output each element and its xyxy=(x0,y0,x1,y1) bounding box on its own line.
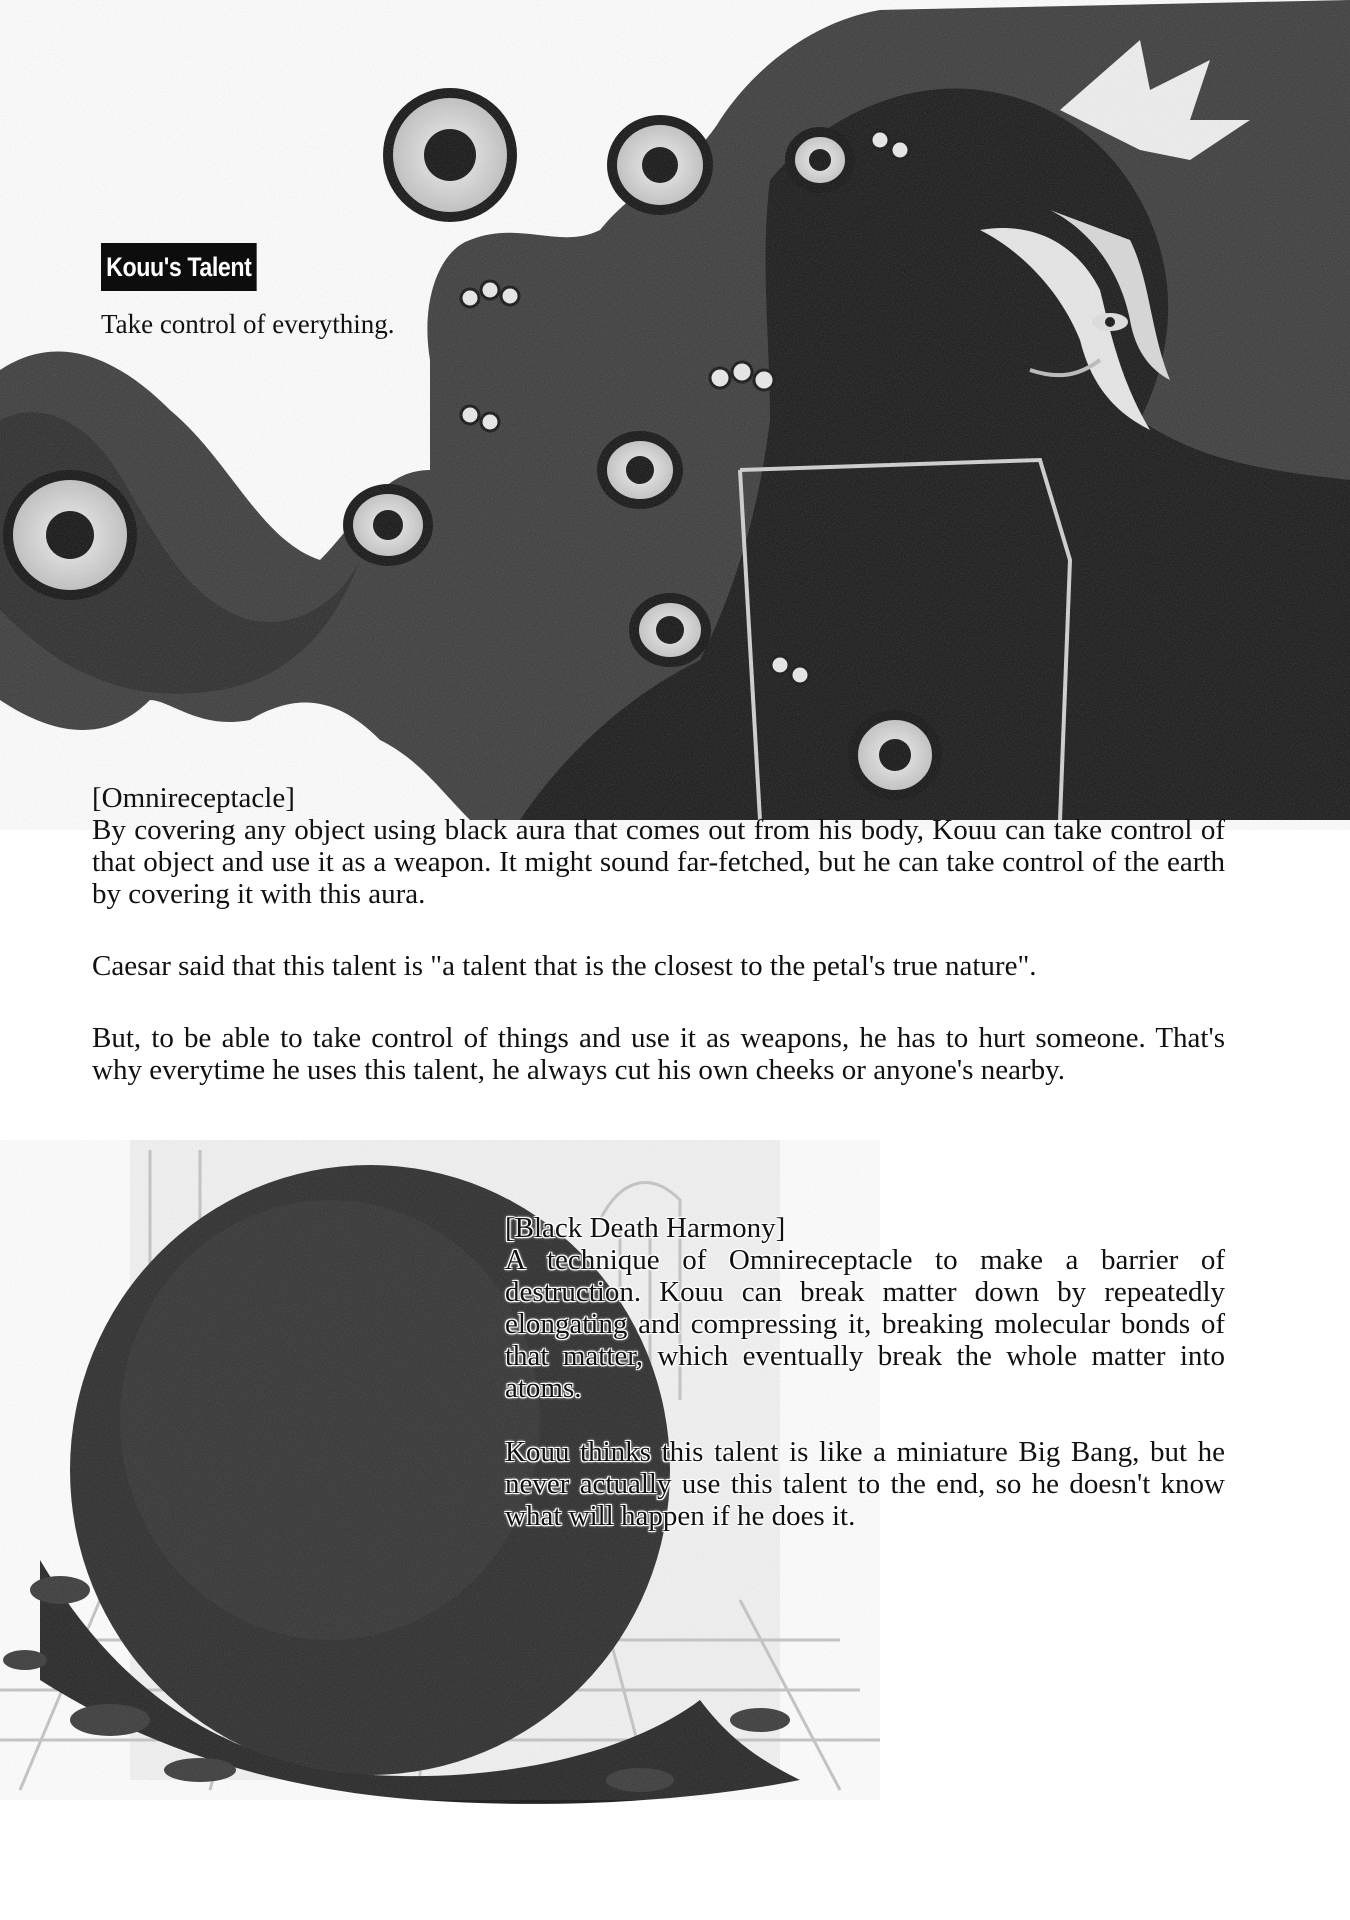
talent-label: Kouu's Talent xyxy=(101,243,257,291)
omnireceptacle-heading: [Omnireceptacle] xyxy=(92,782,295,814)
black-death-harmony-heading: [Black Death Harmony] xyxy=(505,1212,786,1244)
omnireceptacle-section xyxy=(92,782,1225,1086)
talent-tagline: Take control of everything. xyxy=(101,309,395,339)
black-death-harmony-description: A technique of Omnireceptacle to make a barrier of destruction. Kouu can break matter down by repeatedly elongating and compressing it, breaking molecular bonds of that matter, which eventually break the whole matter into atoms. xyxy=(505,1244,1225,1404)
black-death-harmony-note: Kouu thinks this talent is like a miniature Big Bang, but he never actually use this talent to the end, so he doesn't know what will happen if he does it. xyxy=(505,1436,1225,1532)
top-illustration xyxy=(0,0,1350,830)
caesar-quote: Caesar said that this talent is "a talent that is the closest to the petal's true nature". xyxy=(92,950,1037,982)
black-death-harmony-section xyxy=(505,1212,1225,1532)
omnireceptacle-cost: But, to be able to take control of things and use it as weapons, he has to hurt someone. That's why everytime he uses this talent, he always cut his own cheeks or anyone's nearby. xyxy=(92,1022,1225,1086)
omnireceptacle-description: By covering any object using black aura that comes out from his body, Kouu can take control of that object and use it as a weapon. It might sound far-fetched, but he can take control of the earth by covering it with this aura. xyxy=(92,814,1225,910)
